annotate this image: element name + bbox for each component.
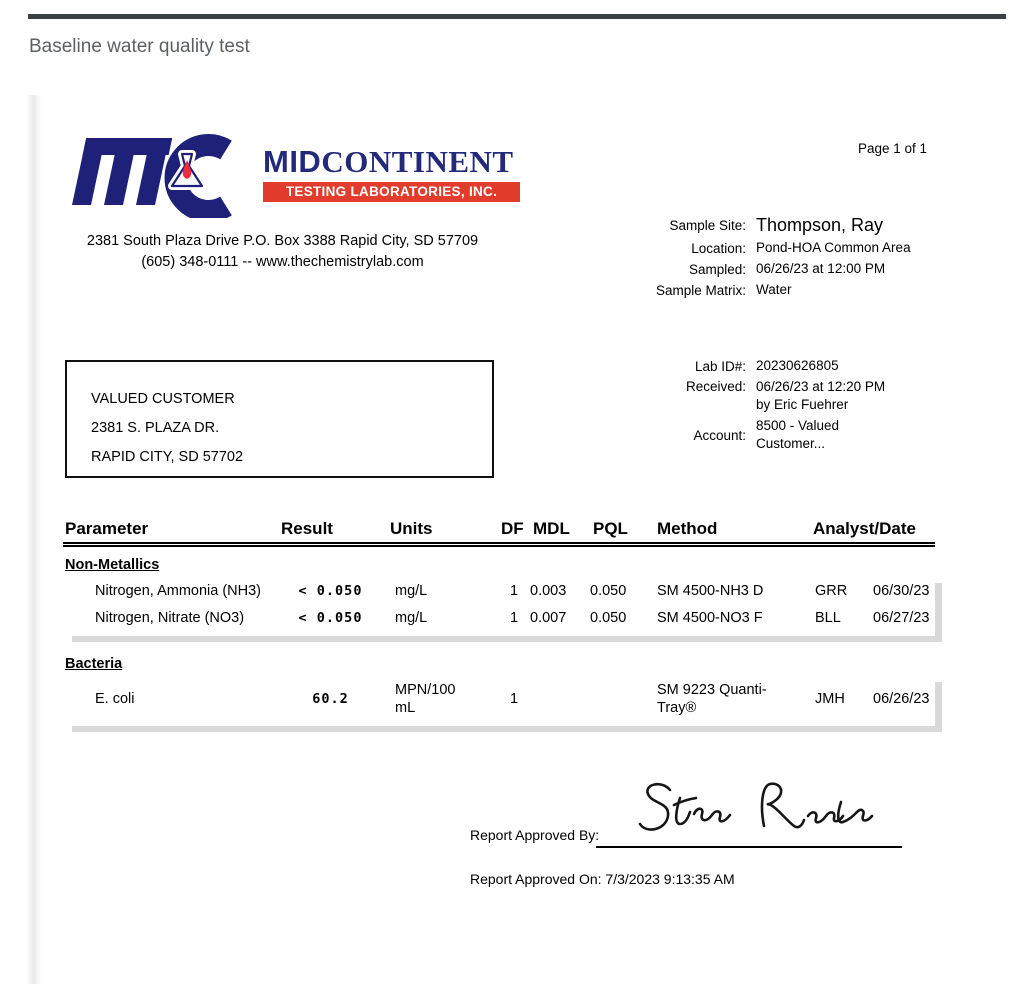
cell-result: 60.2 bbox=[312, 690, 349, 707]
lab-id-row bbox=[598, 357, 928, 375]
cell-method: SM 9223 Quanti-Tray® bbox=[657, 682, 767, 716]
cell-df: 1 bbox=[509, 583, 519, 599]
approver-signature bbox=[636, 778, 876, 853]
header-method: Method bbox=[657, 519, 718, 538]
cell-analyst: BLL bbox=[815, 609, 841, 626]
cell-parameter: Nitrogen, Ammonia (NH3) bbox=[95, 583, 261, 599]
cell-units: mg/L bbox=[395, 583, 428, 599]
cell-date: 06/26/23 bbox=[873, 690, 930, 707]
received-label: Received: bbox=[685, 379, 746, 394]
cell-analyst: GRR bbox=[815, 583, 848, 599]
sampled-label: Sampled: bbox=[688, 261, 746, 277]
customer-name: VALUED CUSTOMER bbox=[91, 391, 235, 407]
bacteria-rows bbox=[63, 674, 935, 726]
sample-site-row bbox=[598, 214, 928, 236]
received-datetime: 06/26/23 at 12:20 PM bbox=[756, 379, 886, 394]
account-value: 8500 - Valued Customer... bbox=[756, 418, 840, 451]
section-label-non-metallics: Non-Metallics bbox=[65, 557, 160, 573]
lab-info-block bbox=[598, 357, 928, 456]
customer-address-box bbox=[65, 360, 494, 478]
customer-street: 2381 S. PLAZA DR. bbox=[91, 420, 220, 436]
header-pql: PQL bbox=[593, 519, 628, 538]
table-row bbox=[63, 677, 935, 721]
header-mdl: MDL bbox=[533, 519, 570, 538]
received-row bbox=[598, 378, 928, 414]
sample-matrix-value: Water bbox=[756, 282, 792, 297]
signature-handwriting-icon bbox=[636, 778, 876, 848]
cell-df: 1 bbox=[509, 609, 519, 626]
table-row bbox=[63, 605, 935, 632]
cell-parameter: Nitrogen, Nitrate (NO3) bbox=[95, 609, 245, 626]
received-value bbox=[756, 378, 926, 414]
account-row bbox=[598, 417, 928, 453]
cell-units: mg/L bbox=[395, 609, 428, 626]
header-df: DF bbox=[501, 519, 524, 538]
cell-mdl: 0.003 bbox=[530, 583, 567, 599]
report-approved-by-label: Report Approved By: bbox=[470, 827, 600, 843]
sampled-value: 06/26/23 at 12:00 PM bbox=[756, 261, 886, 276]
lab-brand bbox=[263, 144, 520, 202]
lab-address-line1: 2381 South Plaza Drive P.O. Box 3388 Rapid City, SD 57709 bbox=[86, 233, 479, 249]
page-number-indicator: Page 1 of 1 bbox=[858, 141, 928, 156]
lab-logo bbox=[58, 118, 238, 223]
location-value: Pond-HOA Common Area bbox=[756, 240, 911, 255]
account-label: Account: bbox=[693, 427, 746, 443]
cell-method: SM 4500-NO3 F bbox=[657, 609, 763, 626]
lab-address bbox=[40, 231, 525, 273]
mc-logo-icon bbox=[58, 118, 238, 218]
cell-df: 1 bbox=[509, 690, 519, 707]
cell-parameter: E. coli bbox=[95, 690, 135, 707]
lab-brand-name bbox=[263, 144, 520, 180]
brand-mid: MID bbox=[263, 144, 322, 179]
cell-units: MPN/100 mL bbox=[395, 682, 456, 716]
cell-pql: 0.050 bbox=[590, 583, 627, 599]
lab-id-value: 20230626805 bbox=[756, 358, 839, 373]
cell-analyst: JMH bbox=[815, 690, 845, 707]
header-analyst-date: Analyst/Date bbox=[813, 519, 916, 538]
cell-method: SM 4500-NH3 D bbox=[657, 583, 764, 599]
cell-date: 06/27/23 bbox=[873, 609, 930, 626]
table-row bbox=[63, 578, 935, 605]
lab-address-line2: (605) 348-0111 -- www.thechemistrylab.com bbox=[141, 254, 424, 270]
sample-info-block bbox=[598, 214, 928, 302]
top-divider-rule bbox=[28, 14, 1006, 19]
sample-matrix-label: Sample Matrix: bbox=[655, 282, 746, 298]
non-metallics-rows bbox=[63, 575, 935, 636]
report-approved-on: Report Approved On: 7/3/2023 9:13:35 AM bbox=[470, 871, 735, 887]
section-bacteria bbox=[63, 656, 935, 726]
location-row bbox=[598, 239, 928, 257]
header-units: Units bbox=[390, 519, 433, 538]
results-table bbox=[63, 519, 935, 726]
received-by: by Eric Fuehrer bbox=[756, 397, 849, 412]
customer-city: RAPID CITY, SD 57702 bbox=[91, 449, 244, 465]
location-label: Location: bbox=[691, 240, 746, 256]
page-left-edge-shadow bbox=[27, 95, 42, 984]
lab-id-label: Lab ID#: bbox=[694, 358, 746, 374]
section-non-metallics bbox=[63, 557, 935, 636]
header-parameter: Parameter bbox=[65, 519, 149, 538]
sample-site-label: Sample Site: bbox=[669, 217, 746, 233]
sample-site-value: Thompson, Ray bbox=[756, 215, 884, 235]
section-label-bacteria: Bacteria bbox=[65, 656, 123, 672]
cell-pql: 0.050 bbox=[590, 609, 627, 626]
header-result: Result bbox=[281, 519, 333, 538]
lab-brand-banner: TESTING LABORATORIES, INC. bbox=[263, 182, 520, 202]
results-table-header bbox=[63, 519, 935, 547]
sample-matrix-row bbox=[598, 281, 928, 299]
brand-continent: CONTINENT bbox=[321, 144, 514, 179]
page-title: Baseline water quality test bbox=[29, 36, 250, 57]
cell-mdl: 0.007 bbox=[530, 609, 567, 626]
cell-date: 06/30/23 bbox=[873, 583, 930, 599]
cell-result: < 0.050 bbox=[298, 609, 363, 626]
cell-result: < 0.050 bbox=[298, 583, 363, 599]
sampled-row bbox=[598, 260, 928, 278]
